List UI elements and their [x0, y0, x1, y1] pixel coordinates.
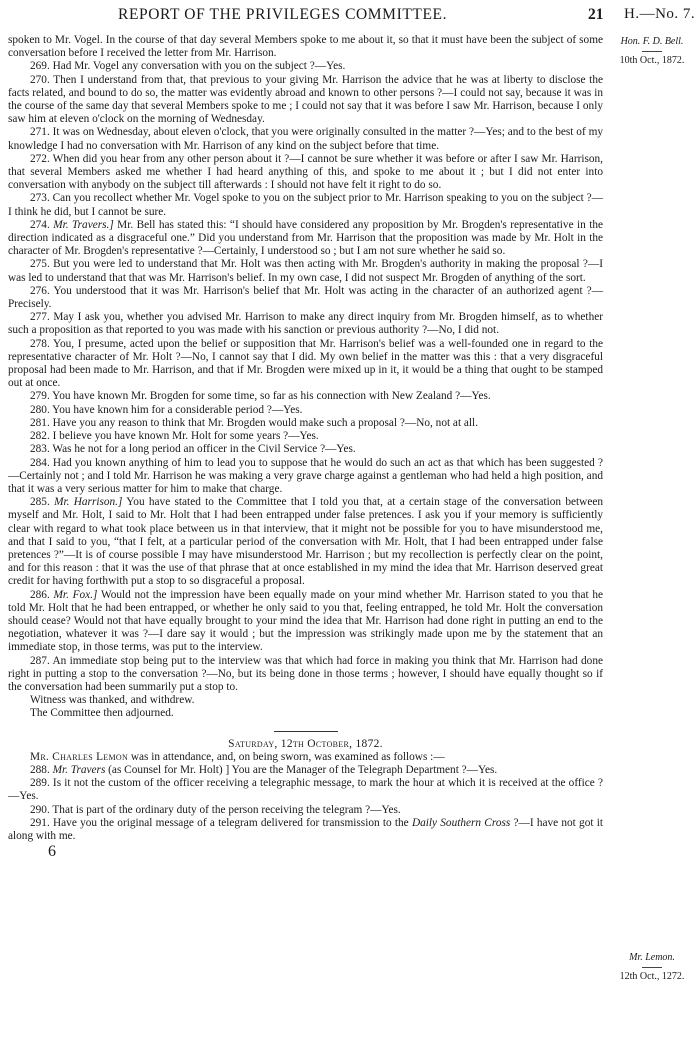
question-288	[8, 764, 603, 777]
speaker-name: Mr. Fox.]	[53, 588, 98, 601]
question-287: 287. An immediate stop being put to the interview was that which had force in making you think that Mr. Harrison had done right in putting a stop to the conversation ?—No, but its being done in those terms ; however, I should have equally thought so if the conversation had been summarily put a stop to.	[8, 654, 603, 693]
question-278: 278. You, I presume, acted upon the belief or supposition that Mr. Harrison's belief was a well-founded one in regard to the representative character of Mr. Holt ?—No, I cannot say that I did. My own belief in the matter was this : that a very disgraceful proposal had been made to Mr. Harrison, and that if Mr. Brogden were mixed up in it, it would be a thing that ought to be stamped out at once.	[8, 337, 603, 390]
speaker-name: Mr. Travers	[52, 763, 106, 776]
committee-adjourned: The Committee then adjourned.	[30, 707, 174, 720]
question-286	[8, 589, 603, 655]
question-number: 288.	[30, 763, 50, 776]
margin-rule	[642, 967, 662, 968]
date-heading-rest: , 12th October, 1872.	[274, 737, 383, 750]
margin-date: 10th Oct., 1872.	[619, 55, 685, 66]
witness-name: Mr. Charles Lemon	[30, 750, 129, 763]
question-291	[8, 817, 603, 843]
witness-intro-text: was in attendance, and, on being sworn, was examined as follows :—	[128, 750, 445, 763]
question-281: 281. Have you any reason to think that Mr. Brogden would make such a proposal ?—No, not at all.	[30, 416, 479, 429]
question-274	[8, 219, 603, 259]
margin-date: 12th Oct., 1272.	[619, 971, 685, 982]
question-283: 283. Was he not for a long period an officer in the Civil Service ?—Yes.	[30, 443, 356, 456]
answer-text: ?—I have not got it along with me.	[8, 816, 604, 842]
question-276: 276. You understood that it was Mr. Harrison's belief that Mr. Holt was acting in the character of an authorized agent ?—Precisely.	[8, 284, 603, 311]
question-285	[8, 496, 603, 588]
question-271: 271. It was on Wednesday, about eleven o'clock, that you were originally consulted in the matter ?—Yes; and to the best of my knowledge I had no conversation with Mr. Harrison of any kind on the subject before that time.	[8, 126, 603, 152]
question-290: 290. That is part of the ordinary duty of the person receiving the telegram ?—Yes.	[30, 803, 401, 816]
margin-witness-name: Hon. F. D. Bell.	[620, 36, 684, 47]
question-number: 286.	[30, 588, 50, 601]
margin-witness-name: Mr. Lemon.	[629, 952, 675, 963]
question-280: 280. You have known him for a considerable period ?—Yes.	[30, 403, 303, 416]
question-273: 273. Can you recollect whether Mr. Vogel spoke to you on the subject prior to Mr. Harrison speaking to you on the subject ?—I think he did, but I cannot be sure.	[8, 192, 603, 218]
witness-withdrew: Witness was thanked, and withdrew.	[30, 694, 195, 707]
signature-number: 6	[48, 843, 56, 861]
question-text: Would not the impression have been equally made on your mind whether Mr. Harrison stated to you that he told Mr. Holt that he had been entrapped, or whether he only said to you that, feeling entrapped, he told Mr. Holt the conversation should cease? Would not that have equally brought to your mind the idea that Mr. Harrison had done right in putting an end to the negotiation, whatever it was ?—I dare say it would ; but the impression was strikingly made upon me by the statement that an immediate stop, in those terms, was put to the interview.	[8, 588, 603, 654]
question-text: You have stated to the Committee that I told you that, at a certain stage of the conversation between myself and Mr. Holt, I said to Mr. Holt that I had been entrapped under false pretences. I ask you if your memory is sufficiently clear with regard to what took place between us in that interview, that it might not be possible for you to have misunderstood me, and that I said to you, “that I felt, at a particular period of the conversation with Mr. Holt, that I had been entrapped under false pretences ?”—It is of course possible I may have misunderstood Mr. Harrison ; but my recollection is perfectly clear on the point, and for this reason : that it was the use of that phrase that at once established in my mind the idea that Mr. Harrison deserved great credit for having forthwith put a stop to so disgraceful a proposal.	[8, 496, 603, 588]
date-heading-day: Saturday	[228, 737, 275, 750]
question-272: 272. When did you hear from any other person about it ?—I cannot be sure whether it was before or after I saw Mr. Harrison, that several Members asked me whether I had heard anything of this, and spoke to me about it ; but I did not enter into conversation with anybody on the subject till afterwards : I should not have felt it right to do so.	[8, 152, 603, 192]
question-279: 279. You have known Mr. Brogden for some time, so far as his connection with New Zealand ?—Yes.	[30, 390, 491, 403]
question-text: Mr. Bell has stated this: “I should have considered any proposition by Mr. Brogden's representative in the direction indicated as a disgraceful one.” Did you understand from Mr. Harrison that the proposition was made by Mr. Holt in the character of Mr. Brogden's representative ?—Certainly, I understood so ; but I am not sure whether he said so.	[8, 218, 603, 258]
question-282: 282. I believe you have known Mr. Holt for some years ?—Yes.	[30, 430, 319, 443]
question-text: 291. Have you the original message of a telegram delivered for transmission to the	[30, 816, 412, 829]
date-heading	[8, 738, 603, 751]
margin-note-bell	[608, 36, 696, 67]
newspaper-name: Daily Southern Cross	[411, 816, 511, 829]
question-text: (as Counsel for Mr. Holt) ] You are the Manager of the Telegraph Department ?—Yes.	[105, 763, 498, 776]
margin-note-lemon	[608, 952, 696, 983]
page-header	[0, 6, 700, 30]
question-number: 274.	[30, 218, 50, 231]
margin-rule	[642, 51, 662, 52]
question-289: 289. Is it not the custom of the officer receiving a telegraphic message, to mark the hour at which it is received at the office ?—Yes.	[8, 777, 603, 803]
speaker-name: Mr. Harrison.]	[54, 496, 123, 509]
section-rule	[274, 731, 338, 732]
question-284: 284. Had you known anything of him to lead you to suppose that he would do such an act as that which has been suggested ?—Certainly not ; and I told Mr. Harrison he was making a very grave charge against a gentleman who had held a high position, and that it was a very serious matter for him to make that charge.	[8, 456, 603, 495]
question-270: 270. Then I understand from that, that previous to your giving Mr. Harrison the advice that he was at liberty to disclose the facts related, and bound to do so, the matter was evidently abroad and known to other persons ?—I could not say, because it was in the course of the same day that several Members spoke to me ; I could not say that it was before I saw Mr. Harrison, because I only saw him at eleven o'clock on the morning of Wednesday.	[8, 73, 603, 126]
question-number: 285.	[30, 496, 50, 509]
question-277: 277. May I ask you, whether you advised Mr. Harrison to make any direct inquiry from Mr. Brogden himself, as to whether such a proposition as that reported to you was made with his sanction or previous authority ?—No, I did not.	[8, 311, 603, 337]
series-number: H.—No. 7.	[624, 6, 696, 22]
main-text-column	[8, 34, 604, 861]
question-275: 275. But you were led to understand that Mr. Holt was then acting with Mr. Brogden's authority in making the proposal ?—I was led to understand that that was Mr. Harrison's belief. In my own case, I did not suspect Mr. Brogden of anything of the sort.	[8, 258, 603, 284]
report-title: REPORT OF THE PRIVILEGES COMMITTEE.	[118, 6, 448, 23]
speaker-name: Mr. Travers.]	[53, 218, 114, 231]
page-number: 21	[588, 6, 604, 23]
paragraph: spoken to Mr. Vogel. In the course of that day several Members spoke to me about it, so that it must have been the subject of some conversation before I received the letter from Mr. Harrison.	[8, 34, 603, 60]
question-269: 269. Had Mr. Vogel any conversation with you on the subject ?—Yes.	[30, 60, 346, 73]
witness-intro	[8, 751, 603, 764]
